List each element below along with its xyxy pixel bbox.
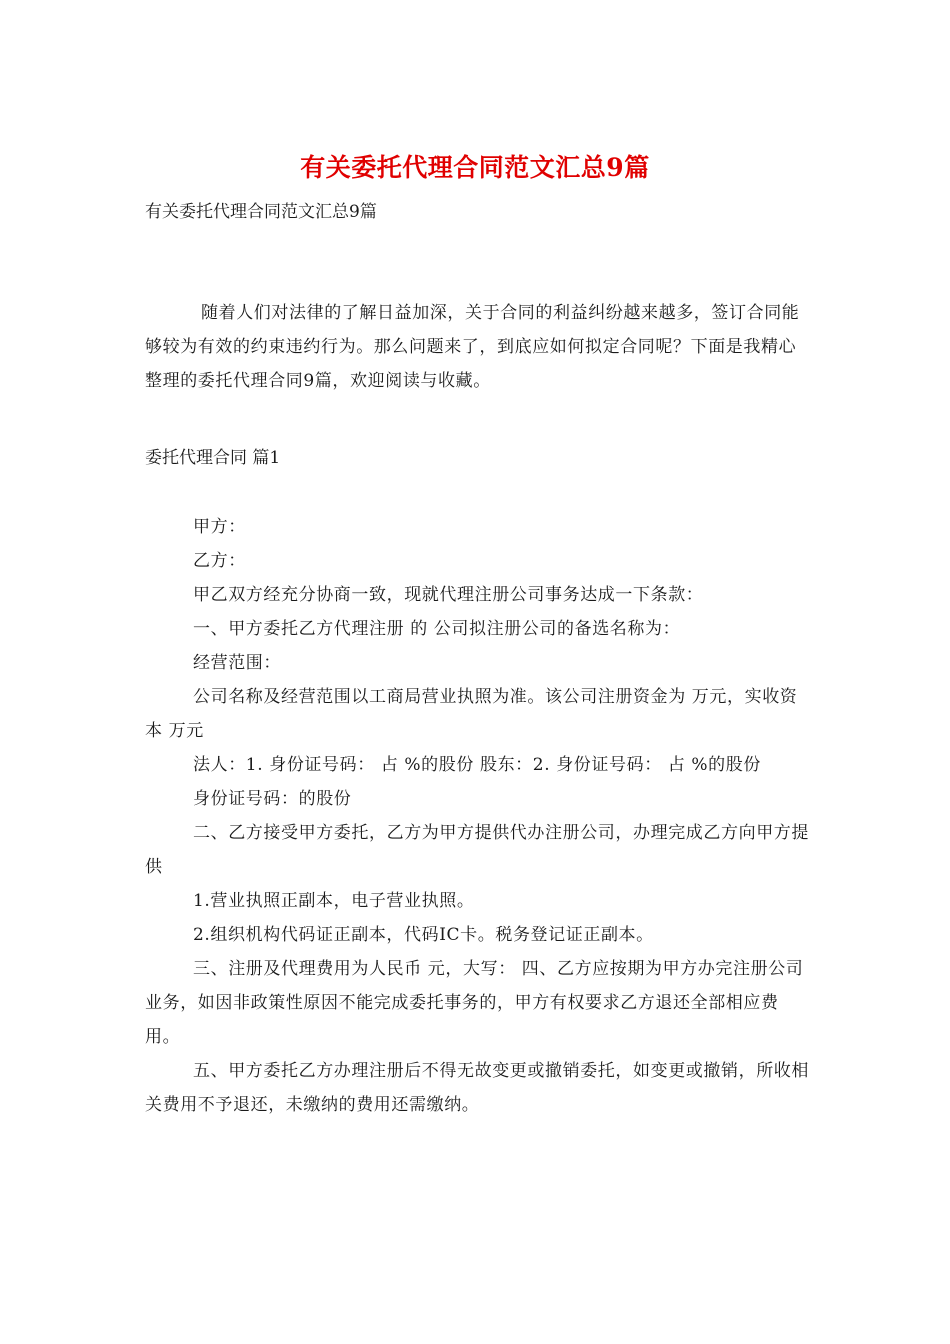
paragraph-clause-5: 五、甲方委托乙方办理注册后不得无故变更或撤销委托，如变更或撤销，所收相关费用不予退还，未缴纳的费用还需缴纳。 — [145, 1061, 809, 1115]
paragraph-party-a: 甲方： — [193, 517, 246, 537]
section-title: 委托代理合同 篇1 — [145, 448, 281, 468]
paragraph-license: 1.营业执照正副本，电子营业执照。 — [193, 891, 475, 911]
paragraph-agreement: 甲乙双方经充分协商一致，现就代理注册公司事务达成一下条款： — [193, 585, 704, 605]
intro-block — [145, 296, 810, 398]
paragraph-clause-2: 二、乙方接受甲方委托，乙方为甲方提供代办注册公司，办理完成乙方向甲方提供 — [145, 823, 809, 877]
contract-body — [145, 510, 810, 1122]
paragraph-party-b: 乙方： — [193, 551, 246, 571]
paragraph-clause-1: 一、甲方委托乙方代理注册 的 公司拟注册公司的备选名称为： — [193, 619, 681, 639]
paragraph-capital: 公司名称及经营范围以工商局营业执照为准。该公司注册资金为 万元，实收资本 万元 — [145, 687, 798, 741]
document-title: 有关委托代理合同范文汇总9篇 — [300, 153, 650, 182]
paragraph-org-code: 2.组织机构代码证正副本，代码IC卡。税务登记证正副本。 — [193, 925, 654, 945]
document-subtitle: 有关委托代理合同范文汇总9篇 — [145, 202, 377, 222]
paragraph-business-scope: 经营范围： — [193, 653, 281, 673]
intro-paragraph: 随着人们对法律的了解日益加深，关于合同的利益纠纷越来越多，签订合同能够较为有效的约束违约行为。那么问题来了，到底应如何拟定合同呢？下面是我精心整理的委托代理合同9篇，欢迎阅读与收藏。 — [145, 303, 800, 391]
paragraph-clause-3-4: 三、注册及代理费用为人民币 元，大写： 四、乙方应按期为甲方办完注册公司业务，如因非政策性原因不能完成委托事务的，甲方有权要求乙方退还全部相应费用。 — [145, 959, 804, 1047]
paragraph-id-number: 身份证号码：的股份 — [193, 789, 352, 809]
paragraph-shareholders: 法人：1. 身份证号码： 占 %的股份 股东：2. 身份证号码： 占 %的股份 — [193, 755, 761, 775]
